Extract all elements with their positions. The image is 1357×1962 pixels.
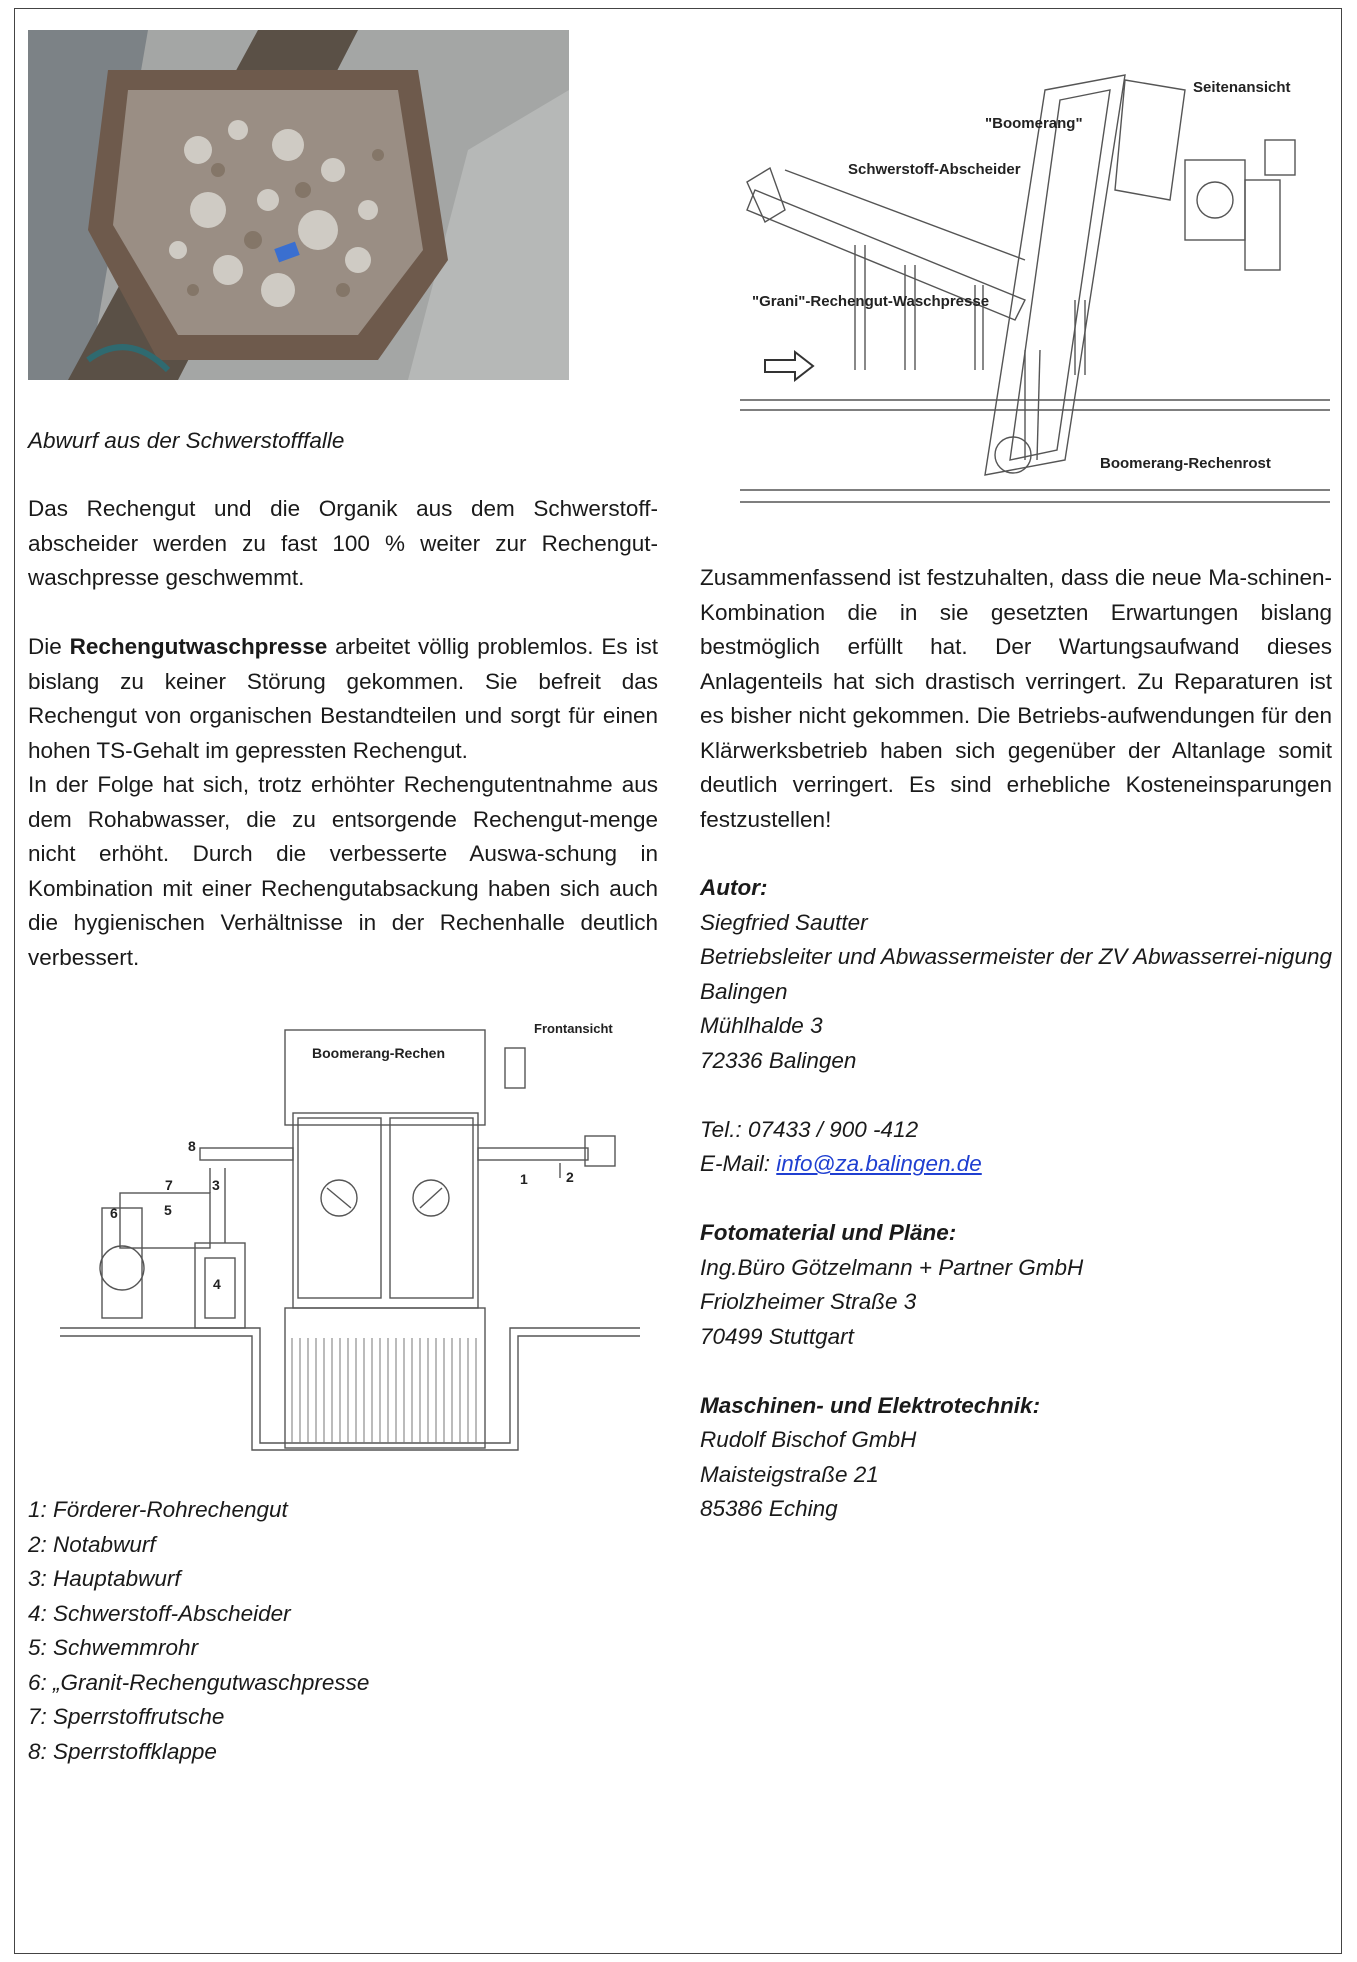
author-tel: Tel.: 07433 / 900 -412 [700,1116,919,1142]
legend-item: 2: Notabwurf [28,1531,156,1557]
side-view-press-label: "Grani"-Rechengut-Waschpresse [752,293,990,310]
left-paragraph-2-post: arbeitet völlig problemlos. Es ist bislang zu keiner Störung gekommen. Sie befreit das Rechengut von organischen Bestandteilen und sorgt für einen hohen TS-Gehalt im gepressten Rechengut. [28,634,658,763]
left-paragraph-2-pre: Die [28,634,70,659]
photos-plans-city: 70499 Stuttgart [700,1323,854,1349]
legend-number: 2 [28,1531,41,1557]
legend-item: 8: Sperrstoffklappe [28,1738,217,1764]
legend-text: Hauptabwurf [53,1566,181,1591]
left-paragraph-1: Das Rechengut und die Organik aus dem Schwerstoff-abscheider werden zu fast 100 % weiter zur Rechengut-waschpresse geschwemmt. [28,496,658,590]
side-view-drawing [725,70,1335,520]
left-paragraph-2 [28,630,658,768]
left-paragraph-3: In der Folge hat sich, trotz erhöhter Rechengutentnahme aus dem Rohabwasser, die zu entsorgende Rechengut-menge nicht erhöht. Durch die verbesserte Auswa-schung in Kombination mit einer Rechengutabsackung haben sich auch die hygienischen Verhältnisse in der Rechenhalle deutlich verbessert. [28,772,658,970]
legend-number: 1 [28,1497,41,1522]
legend-number: 4 [28,1600,41,1626]
legend-number: 5 [28,1635,41,1660]
front-view-num-8: 8 [188,1138,196,1154]
front-view-num-7: 7 [165,1177,173,1193]
photos-plans-company: Ing.Büro Götzelmann + Partner GmbH [700,1254,1084,1280]
author-role: Betriebsleiter und Abwassermeister der ZV Abwasserrei-nigung Balingen [700,944,1332,1004]
legend-list [28,1493,369,1769]
legend-item: 6: „Granit-Rechengutwaschpresse [28,1669,370,1695]
author-heading: Autor [700,875,760,900]
machines-street: Maisteigstraße 21 [700,1461,879,1487]
machines-city: 85386 Eching [700,1496,838,1521]
side-view-grate-label: Boomerang-Rechenrost [1100,455,1271,472]
legend-number: 7 [28,1704,41,1729]
photos-plans-colon: : [948,1220,957,1245]
front-view-num-3: 3 [212,1177,220,1193]
front-view-num-2: 2 [566,1169,574,1185]
legend-item: 1: Förderer-Rohrechengut [28,1497,288,1522]
author-colon: : [760,875,768,900]
legend-number: 6 [28,1669,41,1695]
wheelbarrow-photo [28,30,569,380]
legend-text: Schwemmrohr [53,1635,199,1660]
front-view-num-6: 6 [110,1205,118,1221]
email-label: E-Mail: [700,1151,777,1176]
legend-text: Sperrstoffklappe [53,1738,217,1764]
author-name: Siegfried Sautter [700,909,868,935]
photos-plans-heading: Fotomaterial und Pläne [700,1220,949,1245]
front-view-title: Frontansicht [534,1021,613,1036]
side-view-title: Seitenansicht [1193,79,1291,96]
front-view-machine-label: Boomerang-Rechen [312,1045,446,1061]
author-city: 72336 Balingen [700,1047,857,1073]
machines-colon: : [1032,1392,1041,1418]
side-view-boomerang-label: "Boomerang" [985,115,1083,132]
front-view-num-4: 4 [213,1276,221,1292]
legend-number: 8 [28,1738,41,1764]
machines-heading: Maschinen- und Elektrotechnik [700,1392,1033,1418]
legend-text: „Granit-Rechengutwaschpresse [53,1669,370,1695]
summary-paragraph: Zusammenfassend ist festzuhalten, dass die neue Ma-schinen-Kombination die in sie gesetzten Erwartungen bislang bestmöglich erfüllt hat. Der Wartungsaufwand dieses Anlagenteils hat sich drastisch verringert. Zu Reparaturen ist es bisher nicht gekommen. Die Betriebs-aufwendungen für den Klärwerksbetrieb haben sich gegenüber der Altanlage somit deutlich verringert. Es sind erhebliche Kosteneinsparungen festzustellen! [700,565,1332,832]
legend-text: Sperrstoffrutsche [53,1704,225,1729]
photos-plans-street: Friolzheimer Straße 3 [700,1289,917,1314]
legend-text: Notabwurf [53,1531,156,1557]
legend-item: 5: Schwemmrohr [28,1635,199,1660]
email-link[interactable]: info@za.balingen.de [776,1151,982,1176]
legend-text: Förderer-Rohrechengut [53,1497,288,1522]
side-view-separator-label: Schwerstoff-Abscheider [848,161,1021,178]
legend-number: 3 [28,1566,41,1591]
legend-item: 3: Hauptabwurf [28,1566,181,1591]
front-view-num-1: 1 [520,1171,528,1187]
photo-caption: Abwurf aus der Schwerstofffalle [28,428,345,453]
front-view-drawing [60,1018,645,1468]
machines-company: Rudolf Bischof GmbH [700,1427,917,1452]
author-block [700,871,1332,1527]
legend-text: Schwerstoff-Abscheider [53,1600,291,1626]
author-street: Mühlhalde 3 [700,1013,823,1038]
left-paragraph-2-bold: Rechengutwaschpresse [69,634,328,659]
front-view-num-5: 5 [164,1202,172,1218]
legend-item: 7: Sperrstoffrutsche [28,1704,225,1729]
legend-item: 4: Schwerstoff-Abscheider [28,1600,291,1626]
